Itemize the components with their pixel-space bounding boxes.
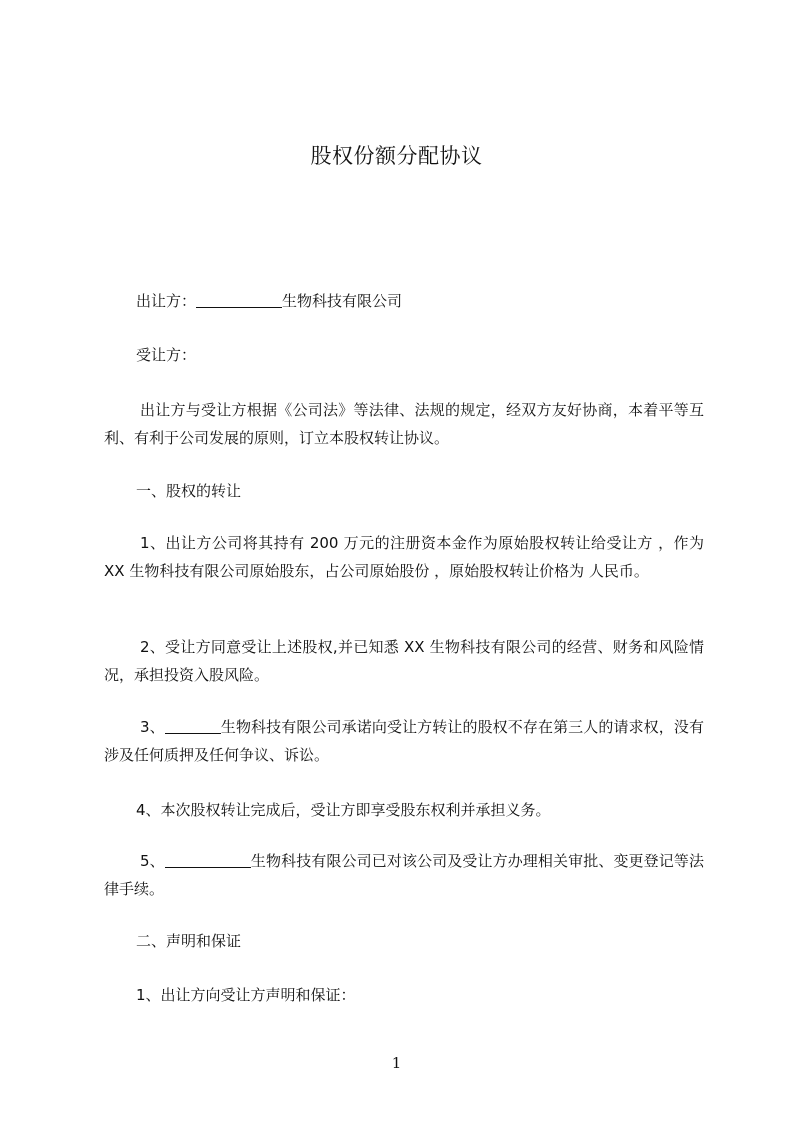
page-number: 1 [391, 1054, 402, 1072]
clause-1-5-text: 生物科技有限公司已对该公司及受让方办理相关审批、变更登记等法律手续。 [104, 852, 704, 898]
clause-1-1: 1、出让方公司将其持有 200 万元的注册资本金作为原始股权转让给受让方 ，作为 XX 生物科技有限公司原始股东，占公司原始股份 ，原始股权转让价格为 人民币。 [104, 534, 704, 580]
transferor-line [136, 287, 736, 315]
clause-1-5-blank [165, 851, 251, 868]
section-1-heading: 一、股权的转让 [136, 482, 242, 500]
section-2-heading: 二、声明和保证 [136, 932, 242, 950]
transferee-line [136, 341, 736, 369]
transferor-label: 出让方： [136, 292, 197, 310]
intro-paragraph: 出让方与受让方根据《公司法》等法律、法规的规定，经双方友好协商，本着平等互利、有利于公司发展的原则，订立本股权转让协议。 [104, 401, 704, 447]
transferor-suffix: 生物科技有限公司 [282, 292, 403, 310]
transferor-blank [196, 291, 282, 308]
clause-2-1: 1、出让方向受让方声明和保证： [136, 986, 356, 1004]
document-title: 股权份额分配协议 [310, 144, 483, 168]
clause-1-2: 2、受让方同意受让上述股权,并已知悉 XX 生物科技有限公司的经营、财务和风险情况，承担投资入股风险。 [104, 638, 704, 684]
clause-1-5-number: 5、 [140, 852, 165, 870]
clause-1-5 [104, 847, 704, 903]
clause-1-3-blank [165, 717, 221, 734]
clause-1-4: 4、本次股权转让完成后，受让方即享受股东权利并承担义务。 [136, 801, 551, 819]
clause-1-3-text: 生物科技有限公司承诺向受让方转让的股权不存在第三人的请求权，没有涉及任何质押及任何争议、诉讼。 [104, 718, 704, 764]
transferee-label: 受让方： [136, 346, 197, 364]
clause-1-3 [104, 713, 704, 769]
clause-1-3-number: 3、 [140, 718, 165, 736]
